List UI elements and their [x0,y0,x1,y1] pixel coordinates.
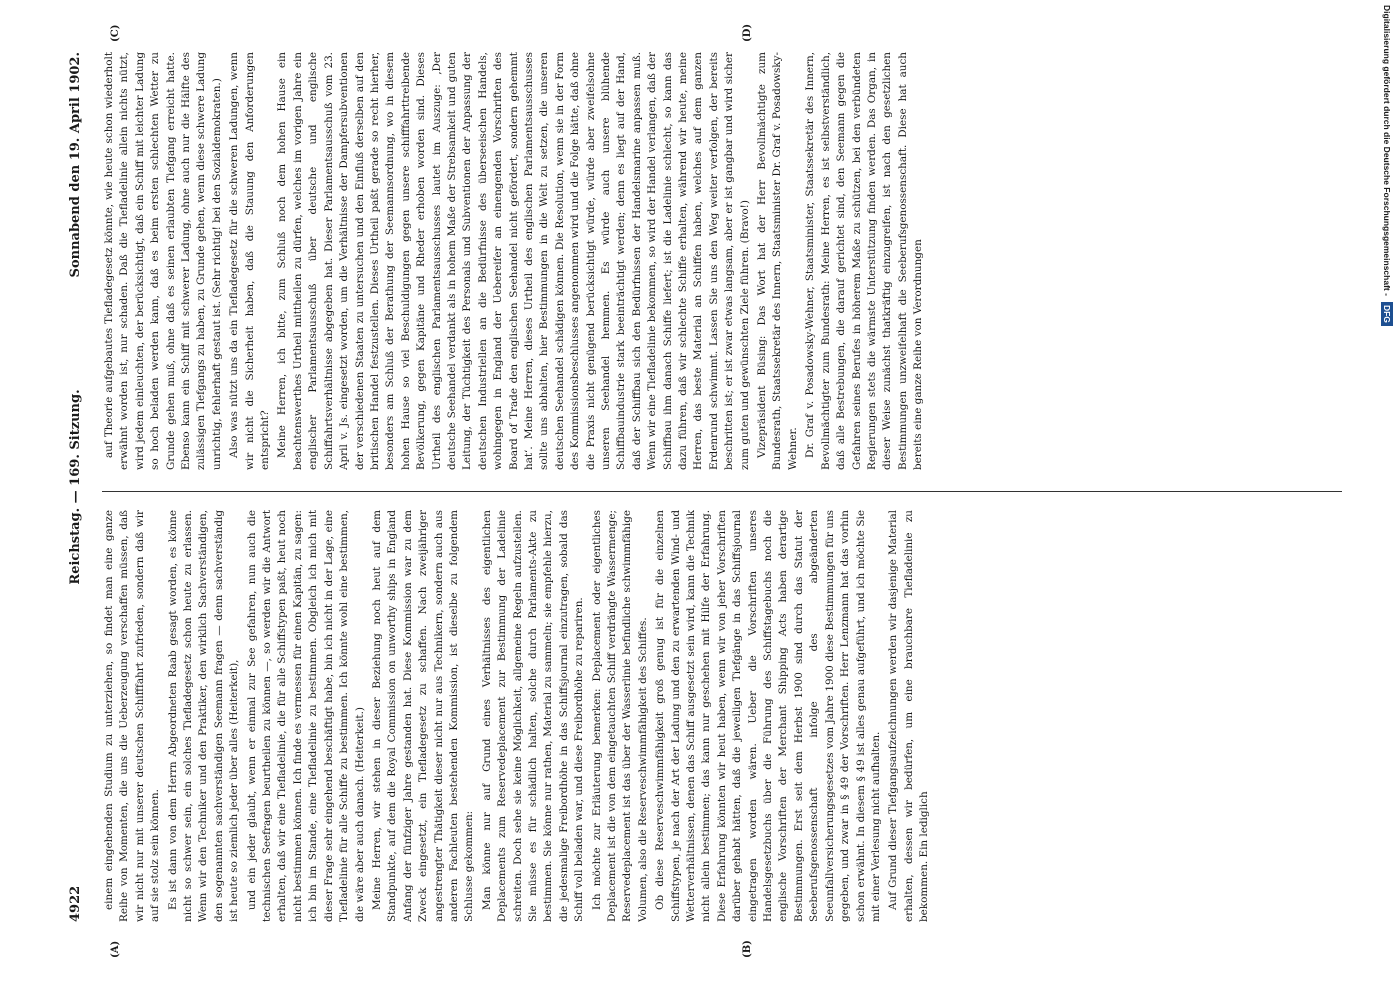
paragraph: Meine Herren, wir stehen in dieser Beziehung noch heut auf dem Standpunkte, auf dem die Royal Commission on unworthy ships in England Anfang der fünfziger Jahre gestanden hat. Diese Kommission war zu dem Zweck eingesetzt, ein Tiefladegesetz zu schaffen. Nach zweijähriger angestrengter Thätigkeit dieser nicht nur aus Technikern, sondern auch aus anderen Fachleuten bestehenden Kommission, ist dieselbe zu folgendem Schlusse gekommen: [370,510,476,922]
margin-mark-b: (B) [742,940,753,958]
paragraph: Es ist dann von dem Herrn Abgeordneten Raab gesagt worden, es könne nicht so schwer sein, ein solches Tiefladegesetz schon heute zu erlassen. Wenn wir den Techniker und den Praktiker, den wirklich Sachverständigen, den sogenannten sachverständigen Seemann fragen — denn sachverständig ist heute so ziemlich jeder über alles (Heiterkeit), [166,510,241,922]
paragraph: Dr. Graf v. Posadowsky-Wehner, Staatsminister, Staatssekretär des Innern, Bevollmächtigter zum Bundesrath: Meine Herren, es ist selbstverständlich, daß alle Bestrebungen, die darauf gerichtet sind, den Seemann gegen die Gefahren seines Berufes in höherem Maße zu schützen, bei den verbündeten Regierungen stets die wärmste Unterstützung finden werden. Das Organ, in dieser Weise zunächst thatkräftig einzugreifen, ist nach den gesetzlichen Bestimmungen unzweifelhaft die Seeberufsgenossenschaft. Diese hat auch bereits eine ganze Reihe von Verordnungen [804,52,925,470]
credit-text: Digitalisierung gefördert durch die Deutsche Forschungsgemeinschaft - [1382,5,1392,296]
paragraph: einem eingehenden Studium zu unterziehen, so findet man eine ganze Reihe von Momenten, die uns die Ueberzeugung verschaffen müssen, daß wir nicht nur mit unserer deutschen Schifffahrt zufrieden, sondern daß wir auf sie stolz sein können. [103,510,162,922]
paragraph: auf Theorie aufgebautes Tiefladegesetz könnte, wie heute schon wiederholt erwähnt worden ist, nur schaden. Daß die Tiefladelinie allein nichts nützt, wird jedem einleuchten, der berücksichtigt, daß ein Schiff mit leichter Ladung so hoch beladen werden kann, daß es beim ersten schlechten Wetter zu Grunde gehen muß, ohne daß es seinen erlaubten Tiefgang erreicht hatte. Ebenso kann ein Schiff mit schwerer Ladung, ohne auch nur die Hälfte des zulässigen Tiefgangs zu haben, zu Grunde gehen, wenn diese schwere Ladung unrichtig, fehlerhaft gestaut ist. (Sehr richtig! bei den Sozialdemokraten.) [103,52,223,470]
left-column [102,510,1352,922]
paragraph: Also was nützt uns da ein Tiefladegesetz für die schweren Ladungen, wenn wir nicht die Sicherheit haben, daß die Stauung den Anforderungen entspricht? [228,52,272,470]
right-column [102,52,1352,470]
paragraph: und ein jeder glaubt, wenn er einmal zur See gefahren, nun auch die technischen Seefragen beurtheilen zu können —, so werden wir die Antwort erhalten, daß wir eine Tiefladelinie, die für alle Schiffstypen paßt, heut noch nicht bestimmen können. Ich finde es vermessen für einen Kapitän, zu sagen: ich bin im Stande, eine Tiefladelinie zu bestimmen. Obgleich ich mich mit dieser Frage sehr eingehend beschäftigt habe, bin ich nicht in der Lage, eine Tiefladelinie für alle Schiffe zu bestimmen. Ich könnte wohl eine bestimmen, die wäre aber auch danach. (Heiterkeit.) [245,510,366,922]
margin-mark-c: (C) [110,24,121,42]
digitization-credit [1381,5,1395,995]
page-number: 4922 [68,885,83,922]
page-header [62,52,96,922]
paragraph: Vizepräsident Büsing: Das Wort hat der Herr Bevollmächtigte zum Bundesrath, Staatssekretär des Innern, Staatsminister Dr. Graf v. Posadowsky-Wehner. [756,52,799,470]
paragraph: Ob diese Reserveschwimmfähigkeit groß genug ist für die einzelnen Schiffstypen, je nach der Art der Ladung und den zu erwartenden Wind- und Wetterverhältnissen, denen das Schiff ausgesetzt sein wird, kann die Technik nicht allein bestimmen; das kann nur geschehen mit Hilfe der Erfahrung. Diese Erfahrung könnten wir heut haben, wenn wir von jeher Vorschriften darüber gehabt hätten, daß die jeweiligen Tiefgänge in das Schiffsjournal eingetragen worden wären. Ueber die Vorschriften unseres Handelsgesetzbuchs über die Führung des Schiffstagebuchs noch die englische Vorschriften der Merchant Shipping Acts haben derartige Bestimmungen. Erst seit dem Herbst 1900 sind durch das Statut der Seeberufsgenossenschaft infolge des abgeänderten Seeunfallversicherungsgesetzes vom Jahre 1900 diese Bestimmungen für uns gegeben, und zwar in § 49 der Vorschriften. Herr Lenzmann hat das vorhin schon erwähnt. In diesem § 49 ist alles genau aufgeführt, und ich möchte Sie mit einer Verlesung nicht aufhalten. [654,510,882,922]
paragraph: Meine Herren, ich bitte, zum Schluß noch dem hohen Hause ein beachtenswerthes Urtheil mittheilen zu dürfen, welches im vorigen Jahre ein englischer Parlamentsausschuß über deutsche und englische Schiffahrtsverhältnisse abgegeben hat. Dieser Parlamentsausschuß vom 23. April v. Js. eingesetzt worden, um die Verhältnisse der Dampfersubventionen der verschiedenen Staaten zu untersuchen und den Einfluß derselben auf den britischen Handel festzustellen. Dieses Urtheil paßt gerade so recht hierher, besonders am Schluß der Berathung der Seemannsordnung, wo in diesem hohen Hause so viel Beschuldigungen gegen unsere schifffahrttreibende Bevölkerung, gegen Kapitäne und Rheder erhoben worden sind. Dieses Urtheil des englischen Parlamentsausschusses lautet im Auszuge: ‚Der deutsche Seehandel verdankt als in hohem Maße der Strebsamkeit und guten Leitung, der Tüchtigkeit des Personals und Subventionen der Anpassung der deutschen Industriellen an die Bedürfnisse des überseeischen Handels, wohingegen in England der Uebereifer an einengenden Vorschriften des Board of Trade den englischen Seehandel nicht gefördert, sondern gehemmt hat‘. Meine Herren, dieses Urtheil des englischen Parlamentsausschusses sollte uns abhalten, hier Bestimmungen in die Welt zu setzen, die unseren deutschen Seehandel schädigen können. Die Resolution, wenn sie in der Form des Kommissionsbeschlusses angenommen wird und die Folge hätte, daß ohne die Praxis nicht genügend berücksichtigt würde, würde aber zweifelsohne unseren Seehandel hemmen. Es würde auch unsere blühende Schiffbauindustrie stark beeinträchtigt werden; denn es liegt auf der Hand, daß der Schiffbau sich den Bedürfnissen der Handelsmarine anpassen muß. Wenn wir eine Tiefladelinie bekommen, so wird der Handel verlangen, daß der Schiffbau ihm danach Schiffe liefert; ist die Ladelinie schlecht, so kann das dazu führen, daß wir schlechte Schiffe erhalten, während wir heute, meine Herren, das beste Material an Schiffen haben, welches auf dem ganzen Erdenrund schwimmt. Lassen Sie uns den Weg weiter verfolgen, der bereits beschritten ist; er ist zwar etwas langsam, aber er ist gangbar und wird sicher zum guten und gewünschten Ziele führen. (Bravo!) [276,52,751,470]
paragraph: Auf Grund dieser Tiefgangsaufzeichnungen werden wir dasjenige Material erhalten, dessen wir bedürfen, um eine brauchbare Tiefladelinie zu bekommen. Ein lediglich [887,510,931,922]
rotated-newspaper-page [62,23,1362,958]
dfg-logo: DFG [1381,302,1393,326]
paragraph: Ich möchte zur Erläuterung bemerken: Deplacement oder eigentliches Deplacement ist die von dem eingetauchten Schiff verdrängte Wassermenge; Reservedeplacement ist das über der Wasserlinie befindliche schwimmfähige Volumen, also die Reserveschwimmfähigkeit des Schiffes. [590,510,649,922]
column-divider [102,491,1342,492]
margin-mark-a: (A) [110,940,121,958]
session-title: Reichstag. — 169. Sitzung. [68,389,83,585]
margin-mark-d: (D) [742,23,753,42]
paragraph: Man könne nur auf Grund eines Verhältnisses des eigentlichen Deplacements zum Reservedeplacement zur Bestimmung der Ladelinie schreiten. Doch sehe sie keine Möglichkeit, allgemeine Regeln aufzustellen. Sie müsse es für schädlich halten, solche durch Parlaments-Akte zu bestimmen. Sie könne nur rathen, Material zu sammeln; sie empfehle hierzu, die jedesmalige Freibordhöhe in das Schiffsjournal einzutragen, sobald das Schiff voll beladen war, und diese Freibordhöhe zu repariren. [480,510,586,922]
session-date: Sonnabend den 19. April 1902. [68,52,83,278]
